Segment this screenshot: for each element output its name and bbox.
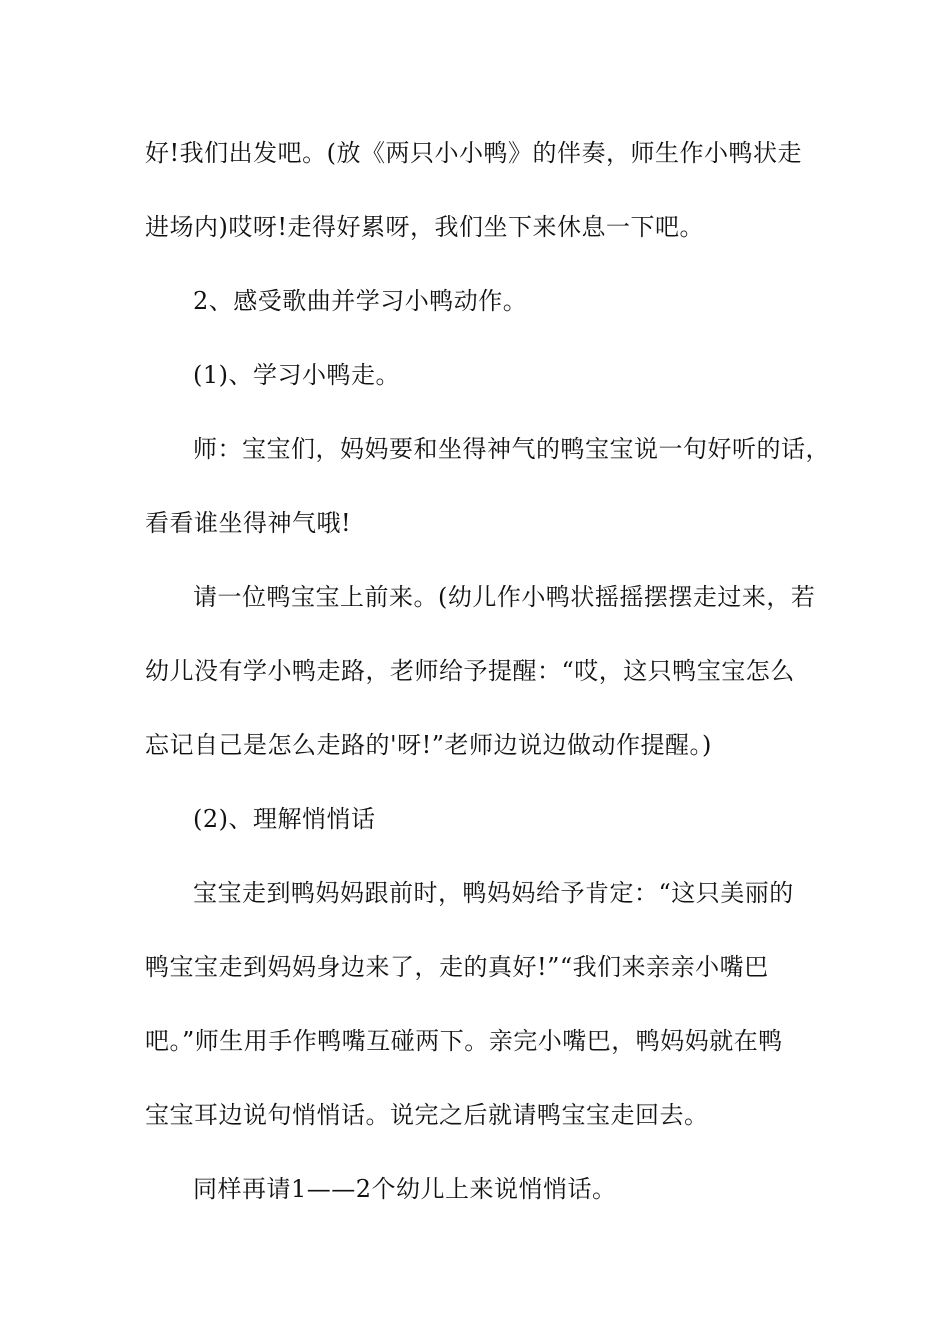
text-line: 宝宝耳边说句悄悄话。说完之后就请鸭宝宝走回去。 [145,1101,709,1129]
text-line: 吧。”师生用手作鸭嘴互碰两下。亲完小嘴巴，鸭妈妈就在鸭 [145,1027,783,1055]
section-heading: 2、感受歌曲并学习小鸭动作。 [193,287,528,315]
text-line: 鸭宝宝走到妈妈身边来了，走的真好!”“我们来亲亲小嘴巴 [145,953,769,981]
text-line: 好!我们出发吧。(放《两只小小鸭》的伴奏，师生作小鸭状走 [145,139,803,167]
subsection-heading: (1)、学习小鸭走。 [193,361,400,389]
text-line: 同样再请1——2个幼儿上来说悄悄话。 [193,1175,617,1203]
text-line: 看看谁坐得神气哦! [145,509,352,537]
text-line: 进场内)哎呀!走得好累呀，我们坐下来休息一下吧。 [145,213,705,241]
text-line: 师：宝宝们，妈妈要和坐得神气的鸭宝宝说一句好听的话， [193,435,830,463]
text-line: 忘记自己是怎么走路的'呀!”老师边说边做动作提醒。) [145,731,712,759]
subsection-heading: (2)、理解悄悄话 [193,805,376,833]
text-line: 幼儿没有学小鸭走路，老师给予提醒：“哎，这只鸭宝宝怎么 [145,657,795,685]
text-line: 宝宝走到鸭妈妈跟前时，鸭妈妈给予肯定：“这只美丽的 [193,879,794,907]
text-line: 请一位鸭宝宝上前来。(幼儿作小鸭状摇摇摆摆走过来，若 [193,583,816,611]
